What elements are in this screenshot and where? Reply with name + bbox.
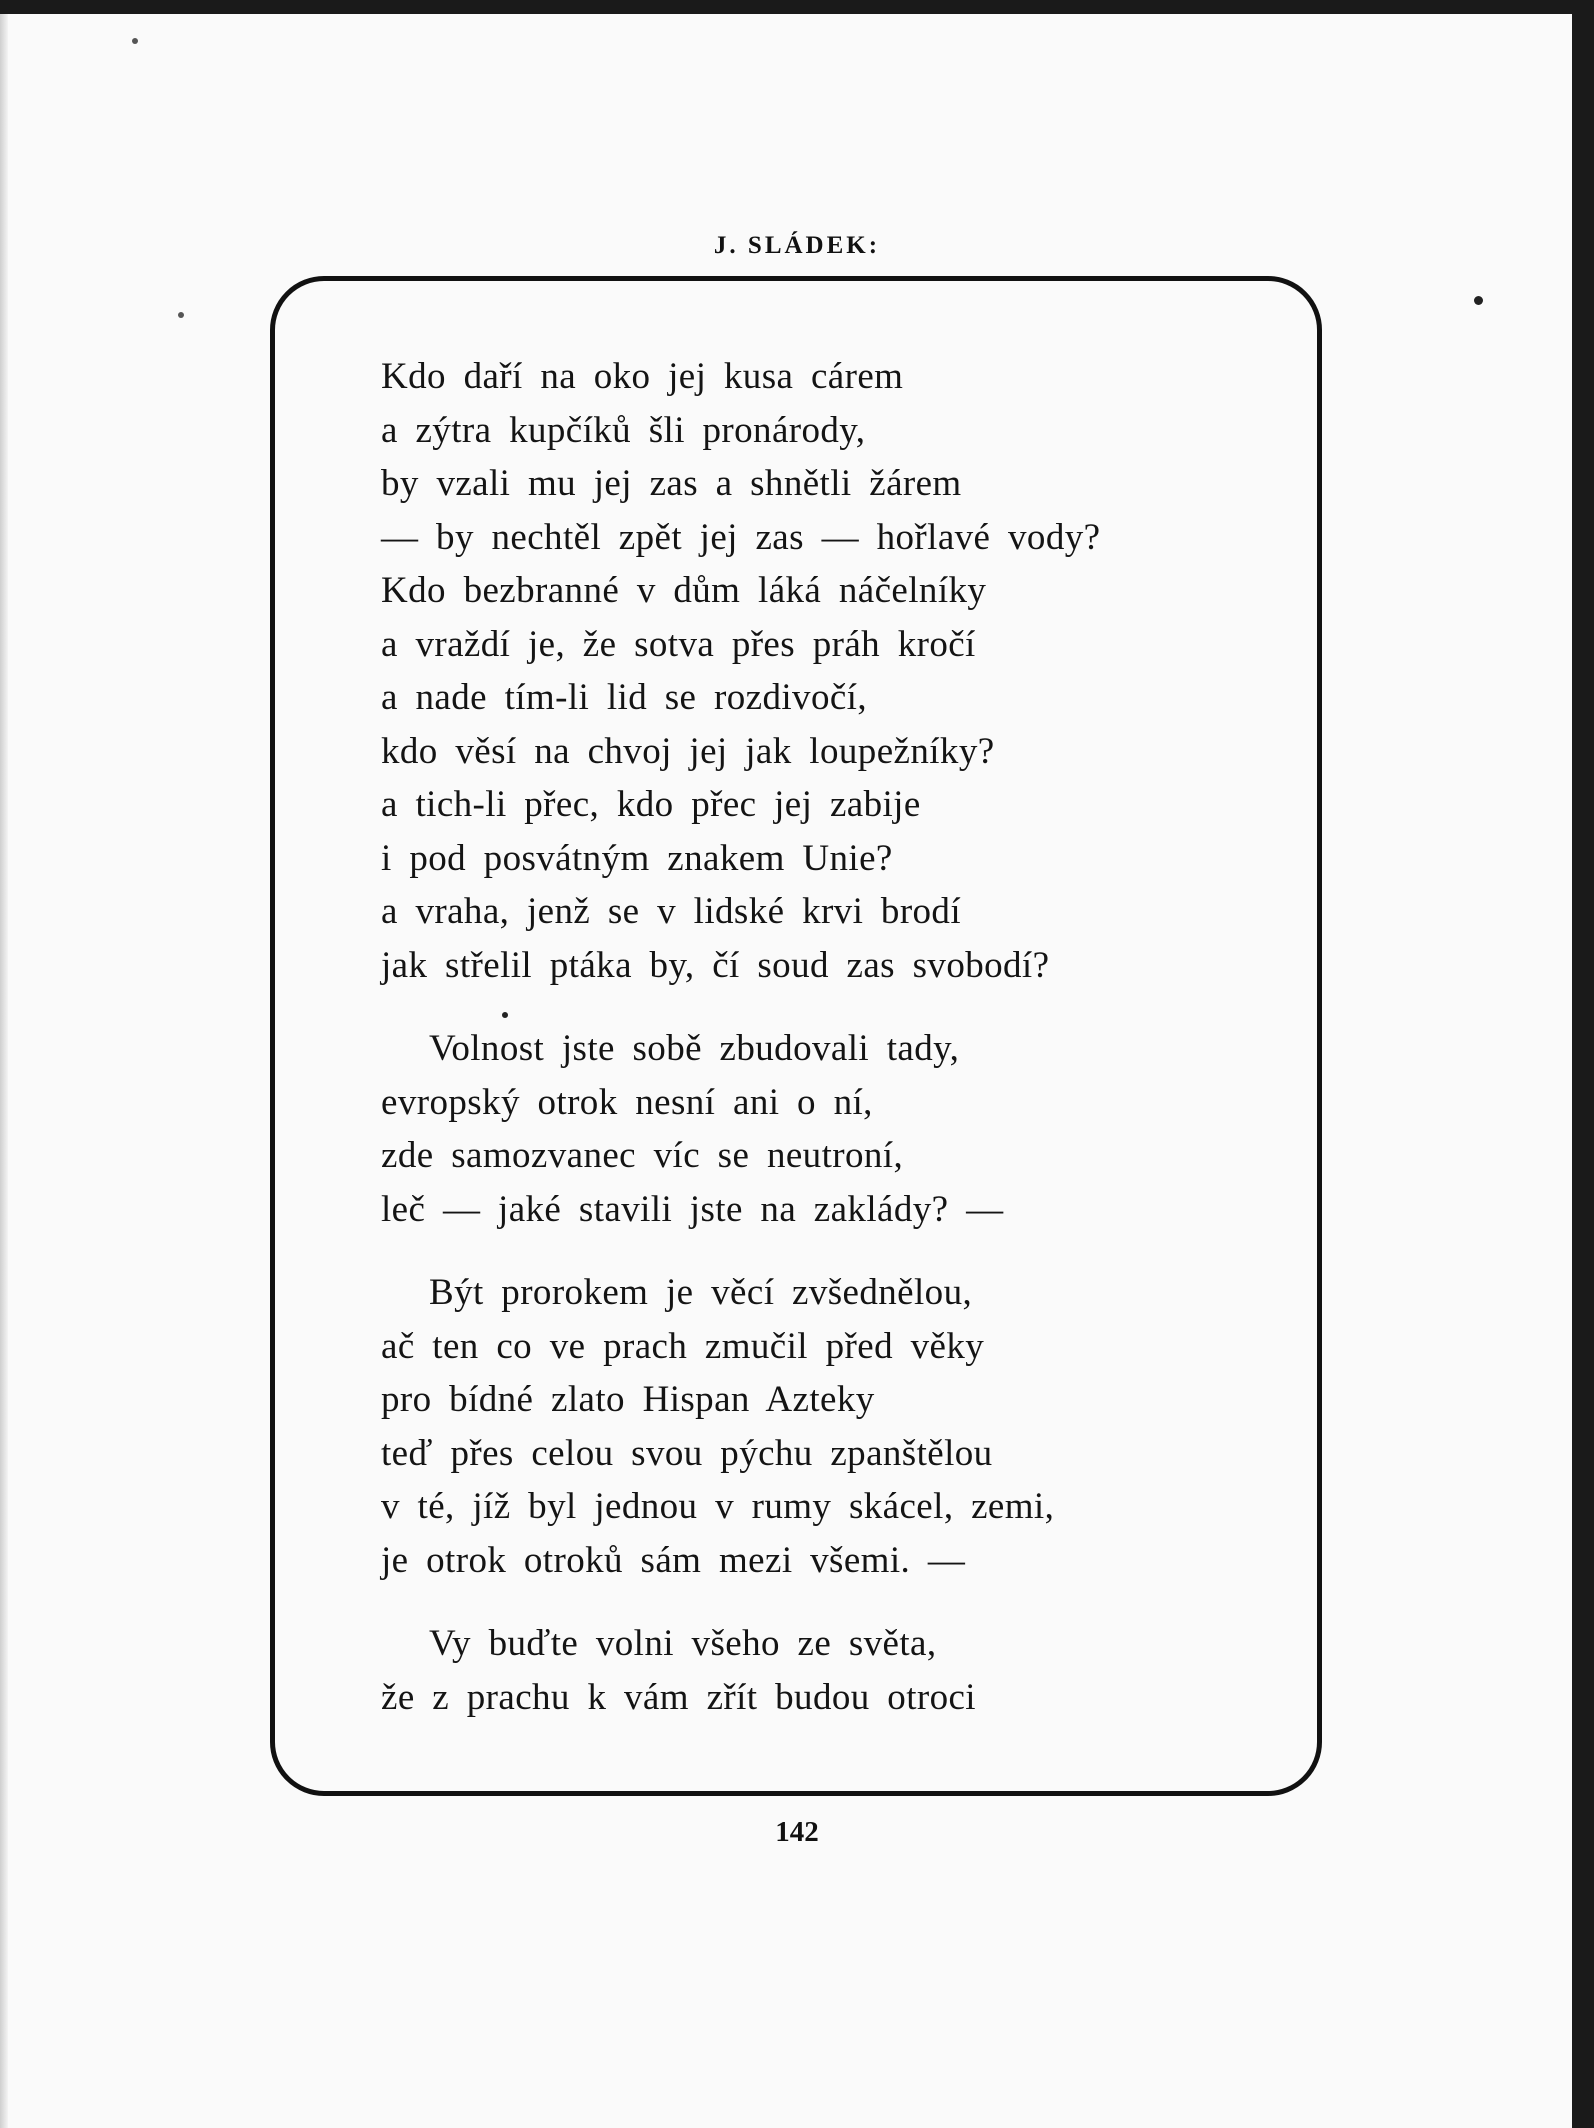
page-number: 142 — [775, 1816, 819, 1848]
poem-line: — by nechtěl zpět jej zas — hořlavé vody? — [381, 516, 1101, 558]
poem-line: a nade tím-li lid se rozdivočí, — [381, 677, 867, 718]
poem-line: zde samozvanec víc se neutroní, — [381, 1135, 904, 1176]
poem-line: a vraždí je, že sotva přes práh kročí — [381, 623, 976, 665]
running-head: J. SLÁDEK: — [713, 232, 881, 259]
scan-speck — [132, 38, 138, 44]
scan-speck — [178, 312, 184, 318]
poem-line: leč — jaké stavili jste na zaklády? — — [381, 1188, 1004, 1230]
scan-border-right — [1572, 0, 1594, 2128]
poem-line: jak střelil ptáka by, čí soud zas svobodí? — [381, 944, 1050, 986]
scan-border-top — [0, 0, 1594, 14]
scan-speck — [1474, 296, 1483, 305]
stanza-2 — [381, 1022, 1261, 1236]
scan-shadow-left — [0, 14, 8, 2128]
poem-line: evropský otrok nesní ani o ní, — [381, 1081, 873, 1123]
poem-line: Kdo daří na oko jej kusa cárem — [381, 356, 904, 397]
poem-line: že z prachu k vám zřít budou otroci — [381, 1676, 976, 1718]
stanza-4 — [381, 1617, 1261, 1724]
scan-speck — [502, 1012, 508, 1018]
poem-line: a vraha, jenž se v lidské krvi brodí — [381, 891, 962, 932]
poem-body — [381, 350, 1261, 1724]
poem-line: pro bídné zlato Hispan Azteky — [381, 1379, 875, 1420]
poem-line: Být prorokem je věcí zvšednělou, — [429, 1272, 973, 1313]
poem-line: by vzali mu jej zas a shnětli žárem — [381, 463, 962, 504]
poem-line: Vy buďte volni všeho ze světa, — [429, 1623, 937, 1664]
poem-line: Kdo bezbranné v dům láká náčelníky — [381, 570, 987, 611]
poem-line: kdo věsí na chvoj jej jak loupežníky? — [381, 730, 995, 772]
poem-line: Volnost jste sobě zbudovali tady, — [429, 1028, 960, 1069]
poem-line: je otrok otroků sám mezi všemi. — — [381, 1539, 966, 1581]
stanza-1 — [381, 350, 1261, 992]
poem-line: ač ten co ve prach zmučil před věky — [381, 1325, 985, 1367]
poem-line: a zýtra kupčíků šli pronárody, — [381, 409, 866, 451]
stanza-3 — [381, 1266, 1261, 1587]
poem-line: v té, jíž byl jednou v rumy skácel, zemi, — [381, 1486, 1055, 1527]
poem-line: a tich-li přec, kdo přec jej zabije — [381, 784, 921, 825]
poem-line: teď přes celou svou pýchu zpanštělou — [381, 1432, 993, 1474]
poem-line: i pod posvátným znakem Unie? — [381, 837, 893, 879]
